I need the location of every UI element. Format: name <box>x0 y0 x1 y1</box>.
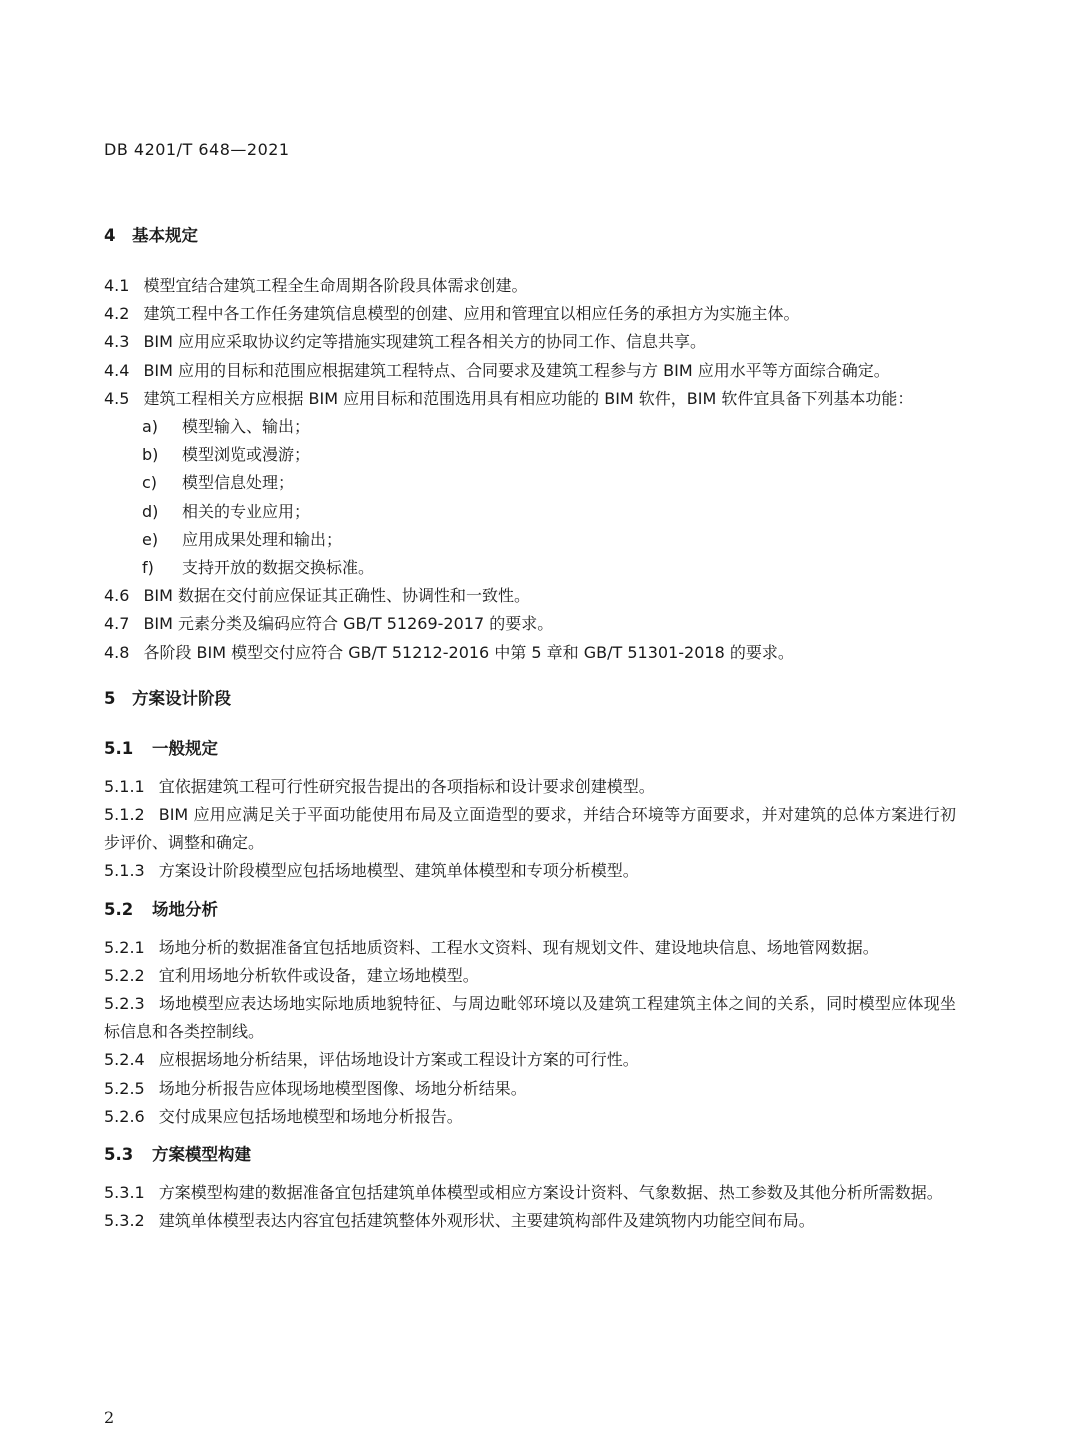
list-text: 支持开放的数据交换标准。 <box>182 558 375 578</box>
clause-text: 场地模型应表达场地实际地质地貌特征、与周边毗邻环境以及建筑工程建筑主体之间的关系，同时模型应体现坐标信息和各类控制线。 <box>104 994 956 1042</box>
list-text: 模型信息处理； <box>182 473 295 493</box>
clause-text: BIM 数据在交付前应保证其正确性、协调性和一致性。 <box>143 586 531 606</box>
subsection-title: 一般规定 <box>152 738 218 758</box>
section-title: 方案设计阶段 <box>132 688 231 708</box>
list-item <box>142 498 956 526</box>
clause-number: 4.8 <box>104 642 130 662</box>
clause-text: 方案模型构建的数据准备宜包括建筑单体模型或相应方案设计资料、气象数据、热工参数及其他分析所需数据。 <box>158 1183 943 1203</box>
list-text: 应用成果处理和输出； <box>182 529 343 549</box>
clause-5-2-6 <box>104 1103 956 1131</box>
clause-text: 方案设计阶段模型应包括场地模型、建筑单体模型和专项分析模型。 <box>158 861 639 881</box>
clause-5-3-1 <box>104 1179 956 1207</box>
document-code: DB 4201/T 648—2021 <box>104 140 290 159</box>
clause-text: 应根据场地分析结果，评估场地设计方案或工程设计方案的可行性。 <box>158 1050 639 1070</box>
clause-number: 4.2 <box>104 304 130 324</box>
subsection-5-2-heading <box>104 896 956 924</box>
section-4-heading <box>104 222 956 250</box>
clause-text: BIM 应用的目标和范围应根据建筑工程特点、合同要求及建筑工程参与方 BIM 应用水平等方面综合确定。 <box>143 360 890 380</box>
clause-number: 5.1.3 <box>104 861 145 881</box>
clause-5-2-1 <box>104 934 956 962</box>
subsection-number: 5.1 <box>104 738 134 758</box>
clause-number: 5.3.2 <box>104 1211 145 1231</box>
section-number: 4 <box>104 226 116 245</box>
clause-5-3-2 <box>104 1207 956 1235</box>
list-item <box>142 526 956 554</box>
list-item <box>142 413 956 441</box>
subsection-5-1-heading <box>104 735 956 763</box>
clause-5-1-1 <box>104 773 956 801</box>
clause-number: 4.4 <box>104 360 130 380</box>
clause-text: 宜依据建筑工程可行性研究报告提出的各项指标和设计要求创建模型。 <box>158 776 655 796</box>
clause-5-1-3 <box>104 857 956 885</box>
section-number: 5 <box>104 688 116 708</box>
subsection-number: 5.2 <box>104 899 134 919</box>
list-text: 模型输入、输出； <box>182 417 311 437</box>
list-marker: f) <box>142 558 154 578</box>
clause-4-1 <box>104 272 956 300</box>
section-5-heading <box>104 685 956 713</box>
clause-4-4 <box>104 357 956 385</box>
clause-text: 场地分析的数据准备宜包括地质资料、工程水文资料、现有规划文件、建设地块信息、场地管网数据。 <box>158 937 879 957</box>
subsection-title: 场地分析 <box>152 899 218 919</box>
clause-number: 5.2.1 <box>104 937 145 957</box>
subsection-5-3-heading <box>104 1141 956 1169</box>
subsection-number: 5.3 <box>104 1145 134 1165</box>
section-title: 基本规定 <box>132 226 198 245</box>
clause-number: 5.2.2 <box>104 965 145 985</box>
clause-text: 建筑工程相关方应根据 BIM 应用目标和范围选用具有相应功能的 BIM 软件，BIM 软件宜具备下列基本功能： <box>143 388 914 408</box>
clause-number: 4.7 <box>104 614 130 634</box>
clause-5-2-2 <box>104 962 956 990</box>
clause-5-1-2 <box>104 801 956 857</box>
list-marker: c) <box>142 473 158 493</box>
clause-text: 场地分析报告应体现场地模型图像、场地分析结果。 <box>158 1078 527 1098</box>
clause-text: BIM 应用应采取协议约定等措施实现建筑工程各相关方的协同工作、信息共享。 <box>143 332 707 352</box>
clause-text: BIM 应用应满足关于平面功能使用布局及立面造型的要求，并结合环境等方面要求，并对建筑的总体方案进行初步评价、调整和确定。 <box>104 805 956 853</box>
list-item <box>142 554 956 582</box>
clause-text: 建筑单体模型表达内容宜包括建筑整体外观形状、主要建筑构部件及建筑物内功能空间布局。 <box>158 1211 815 1231</box>
clause-number: 5.2.6 <box>104 1106 145 1126</box>
clause-4-7 <box>104 610 956 638</box>
clause-text: 建筑工程中各工作任务建筑信息模型的创建、应用和管理宜以相应任务的承担方为实施主体。 <box>143 304 800 324</box>
clause-text: 交付成果应包括场地模型和场地分析报告。 <box>158 1106 463 1126</box>
document-body <box>104 222 956 1235</box>
subsection-title: 方案模型构建 <box>152 1145 251 1165</box>
clause-number: 5.2.3 <box>104 994 145 1014</box>
clause-5-2-3 <box>104 990 956 1046</box>
page-number: 2 <box>104 1408 115 1427</box>
list-item <box>142 469 956 497</box>
clause-number: 5.3.1 <box>104 1183 145 1203</box>
list-text: 相关的专业应用； <box>182 501 311 521</box>
clause-number: 5.1.1 <box>104 776 145 796</box>
clause-number: 4.3 <box>104 332 130 352</box>
clause-4-2 <box>104 300 956 328</box>
clause-number: 5.2.4 <box>104 1050 145 1070</box>
clause-text: 各阶段 BIM 模型交付应符合 GB/T 51212-2016 中第 5 章和 GB/T 51301-2018 的要求。 <box>143 642 794 662</box>
clause-number: 5.1.2 <box>104 805 145 825</box>
list-marker: a) <box>142 417 159 437</box>
clause-number: 4.5 <box>104 388 130 408</box>
clause-number: 5.2.5 <box>104 1078 145 1098</box>
list-text: 模型浏览或漫游； <box>182 445 311 465</box>
clause-number: 4.1 <box>104 276 130 295</box>
list-marker: b) <box>142 445 159 465</box>
clause-4-5 <box>104 385 956 413</box>
clause-4-3 <box>104 328 956 356</box>
list-marker: d) <box>142 501 159 521</box>
clause-4-6 <box>104 582 956 610</box>
list-item <box>142 441 956 469</box>
clause-5-2-4 <box>104 1046 956 1074</box>
clause-text: 宜利用场地分析软件或设备，建立场地模型。 <box>158 965 479 985</box>
clause-4-8 <box>104 639 956 667</box>
clause-text: BIM 元素分类及编码应符合 GB/T 51269-2017 的要求。 <box>143 614 554 634</box>
clause-number: 4.6 <box>104 586 130 606</box>
clause-5-2-5 <box>104 1075 956 1103</box>
clause-text: 模型宜结合建筑工程全生命周期各阶段具体需求创建。 <box>143 276 528 295</box>
list-marker: e) <box>142 529 159 549</box>
